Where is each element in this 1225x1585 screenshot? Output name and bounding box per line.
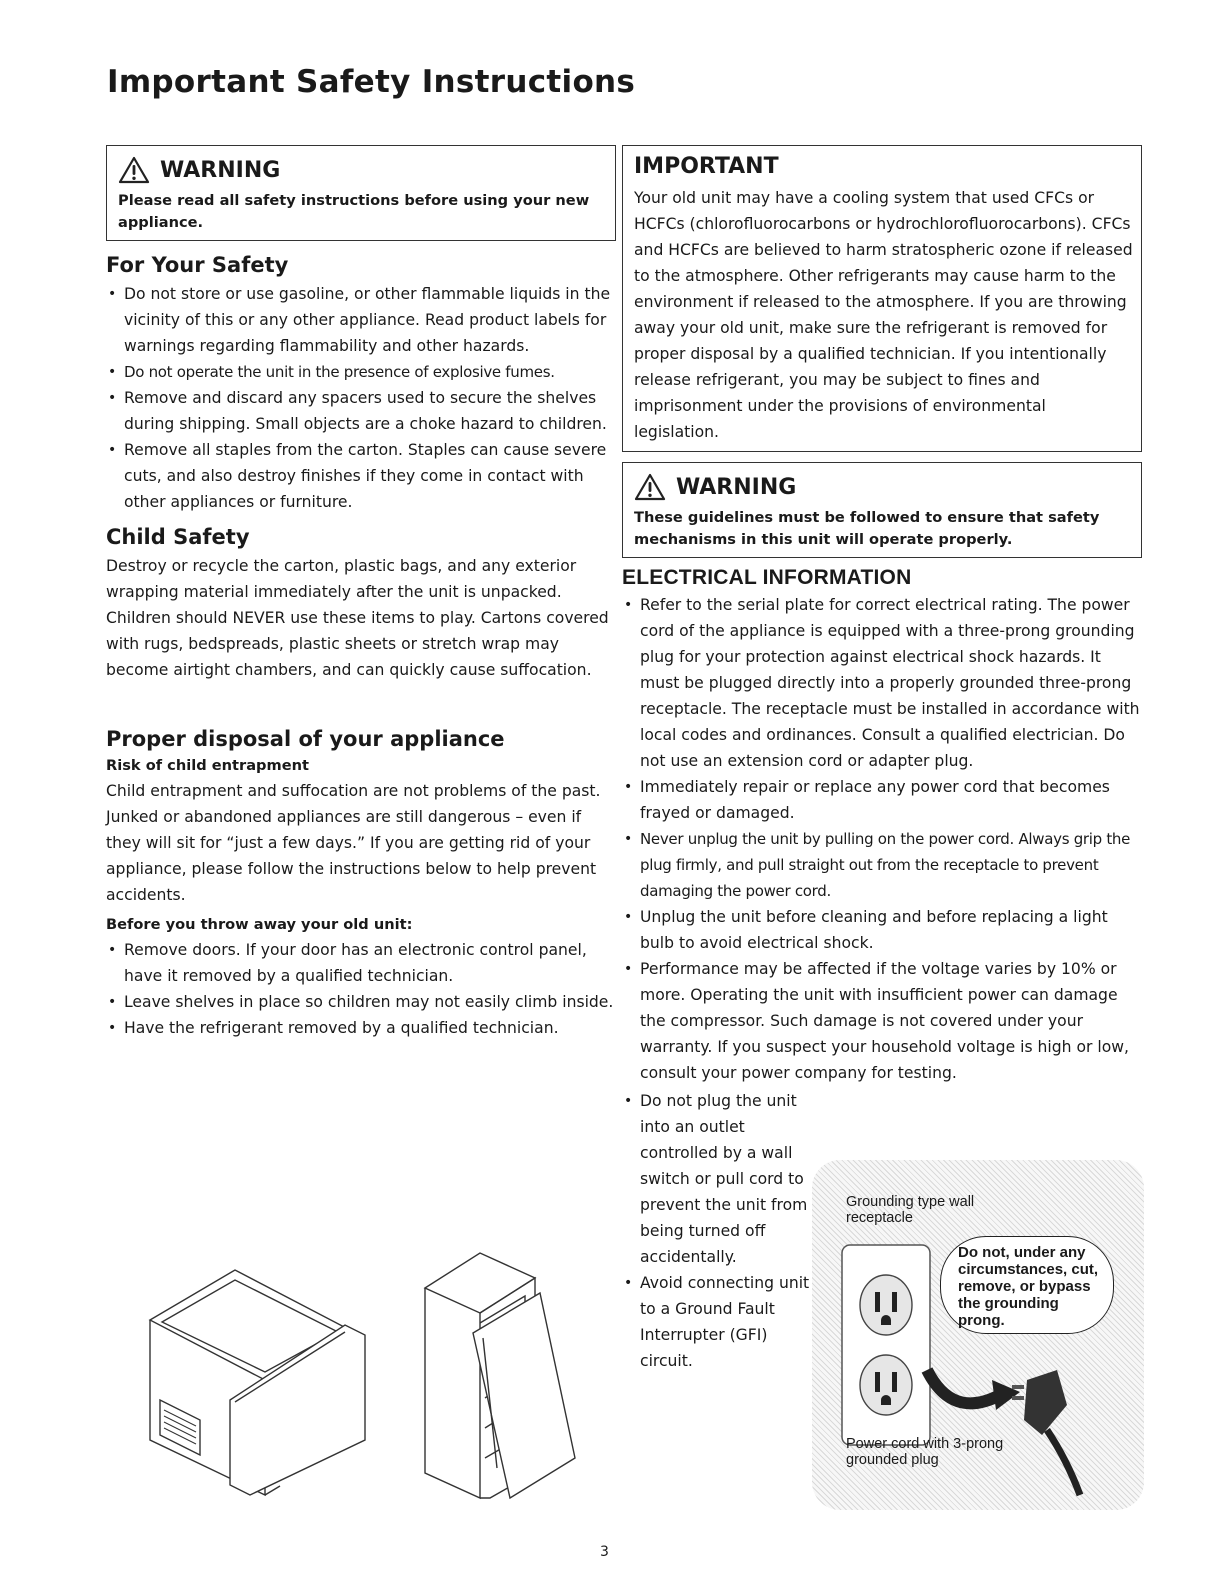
warning-triangle-icon xyxy=(634,473,666,501)
electrical-list-narrow xyxy=(622,1088,812,1374)
electrical-list xyxy=(622,592,1142,1086)
upright-unit-illustration xyxy=(405,1248,585,1508)
for-your-safety-list xyxy=(106,281,616,515)
electrical-heading: ELECTRICAL INFORMATION xyxy=(622,566,912,589)
warning-header-2 xyxy=(634,473,1131,501)
list-item: • Unplug the unit before cleaning and before replacing a light bulb to avoid electrical shock. xyxy=(622,904,1142,956)
risk-text: Child entrapment and suffocation are not problems of the past. Junked or abandoned appliances are still dangerous – even if they will sit for “just a few days.” If you are getting rid of your appliance, please follow the instructions below to help prevent accidents. xyxy=(106,782,601,904)
page-title: Important Safety Instructions xyxy=(107,64,636,100)
important-text: Your old unit may have a cooling system that used CFCs or HCFCs (chlorofluorocarbons or hydrochlorofluorocarbons). CFCs and HCFCs are believed to harm stratospheric ozone if released to the atmosphere. Other refrigerants may cause harm to the environment if released to the atmosphere. If you are throwing away your old unit, make sure the refrigerant is removed for proper disposal by a qualified technician. If you intentionally release refrigerant, you may be subject to fines and imprisonment under the provisions of environmental legislation. xyxy=(634,189,1133,441)
list-item: • Immediately repair or replace any power cord that becomes frayed or damaged. xyxy=(622,774,1142,826)
list-item: • Never unplug the unit by pulling on the power cord. Always grip the plug firmly, and pull straight out from the receptacle to prevent damaging the power cord. xyxy=(622,826,1142,904)
warning-title-2: WARNING xyxy=(676,474,797,500)
chest-freezer-illustration xyxy=(140,1260,380,1500)
list-item: • Remove doors. If your door has an electronic control panel, have it removed by a qualified technician. xyxy=(106,937,616,989)
risk-heading: Risk of child entrapment xyxy=(106,757,309,774)
list-item: • Do not store or use gasoline, or other flammable liquids in the vicinity of this or any other appliance. Read product labels for warnings regarding flammability and other hazards. xyxy=(106,281,616,359)
list-item: • Performance may be affected if the voltage varies by 10% or more. Operating the unit with insufficient power can damage the compressor. Such damage is not covered under your warranty. If you suspect your household voltage is high or low, consult your power company for testing. xyxy=(622,956,1142,1086)
page-number: 3 xyxy=(600,1544,609,1560)
list-item: • Remove and discard any spacers used to secure the shelves during shipping. Small objects are a choke hazard to children. xyxy=(106,385,616,437)
warning-title: WARNING xyxy=(160,157,281,183)
disposal-heading: Proper disposal of your appliance xyxy=(106,727,505,751)
list-item: • Avoid connecting unit to a Ground Fault Interrupter (GFI) circuit. xyxy=(622,1270,812,1374)
grounded-outlet-figure xyxy=(812,1160,1144,1510)
child-safety-heading: Child Safety xyxy=(106,525,250,549)
warning-text-2: These guidelines must be followed to ensure that safety mechanisms in this unit will operate properly. xyxy=(634,509,1100,548)
important-box xyxy=(622,145,1142,452)
callout-text: Do not, under any circumstances, cut, remove, or bypass the grounding prong. xyxy=(958,1244,1099,1329)
for-your-safety-heading: For Your Safety xyxy=(106,253,289,277)
receptacle-label: Grounding type wall receptacle xyxy=(846,1194,975,1226)
left-column xyxy=(106,145,616,1041)
before-list xyxy=(106,937,616,1041)
list-item: • Do not operate the unit in the presence of explosive fumes. xyxy=(106,359,616,385)
list-item: • Remove all staples from the carton. Staples can cause severe cuts, and also destroy finishes if they come in contact with other appliances or furniture. xyxy=(106,437,616,515)
child-safety-text: Destroy or recycle the carton, plastic bags, and any exterior wrapping material immediately after the unit is unpacked. Children should NEVER use these items to play. Cartons covered with rugs, bedspreads, plastic sheets or stretch wrap may become airtight chambers, and can quickly cause suffocation. xyxy=(106,557,609,679)
important-title: IMPORTANT xyxy=(634,154,779,179)
warning-text: Please read all safety instructions before using your new appliance. xyxy=(118,192,590,231)
warning-box xyxy=(106,145,616,241)
plug-label: Power cord with 3-prong grounded plug xyxy=(846,1436,1004,1468)
list-item: • Have the refrigerant removed by a qualified technician. xyxy=(106,1015,616,1041)
before-heading: Before you throw away your old unit: xyxy=(106,916,413,933)
list-item: • Refer to the serial plate for correct electrical rating. The power cord of the appliance is equipped with a three-prong grounding plug for your protection against electrical shock hazards. It must be plugged directly into a properly grounded three-prong receptacle. The receptacle must be installed in accordance with local codes and ordinances. Consult a qualified electrician. Do not use an extension cord or adapter plug. xyxy=(622,592,1142,774)
list-item: • Do not plug the unit into an outlet controlled by a wall switch or pull cord to prevent the unit from being turned off accidentally. xyxy=(622,1088,812,1270)
warning-triangle-icon xyxy=(118,156,150,184)
warning-box-2 xyxy=(622,462,1142,558)
warning-header xyxy=(118,156,605,184)
list-item: • Leave shelves in place so children may not easily climb inside. xyxy=(106,989,616,1015)
